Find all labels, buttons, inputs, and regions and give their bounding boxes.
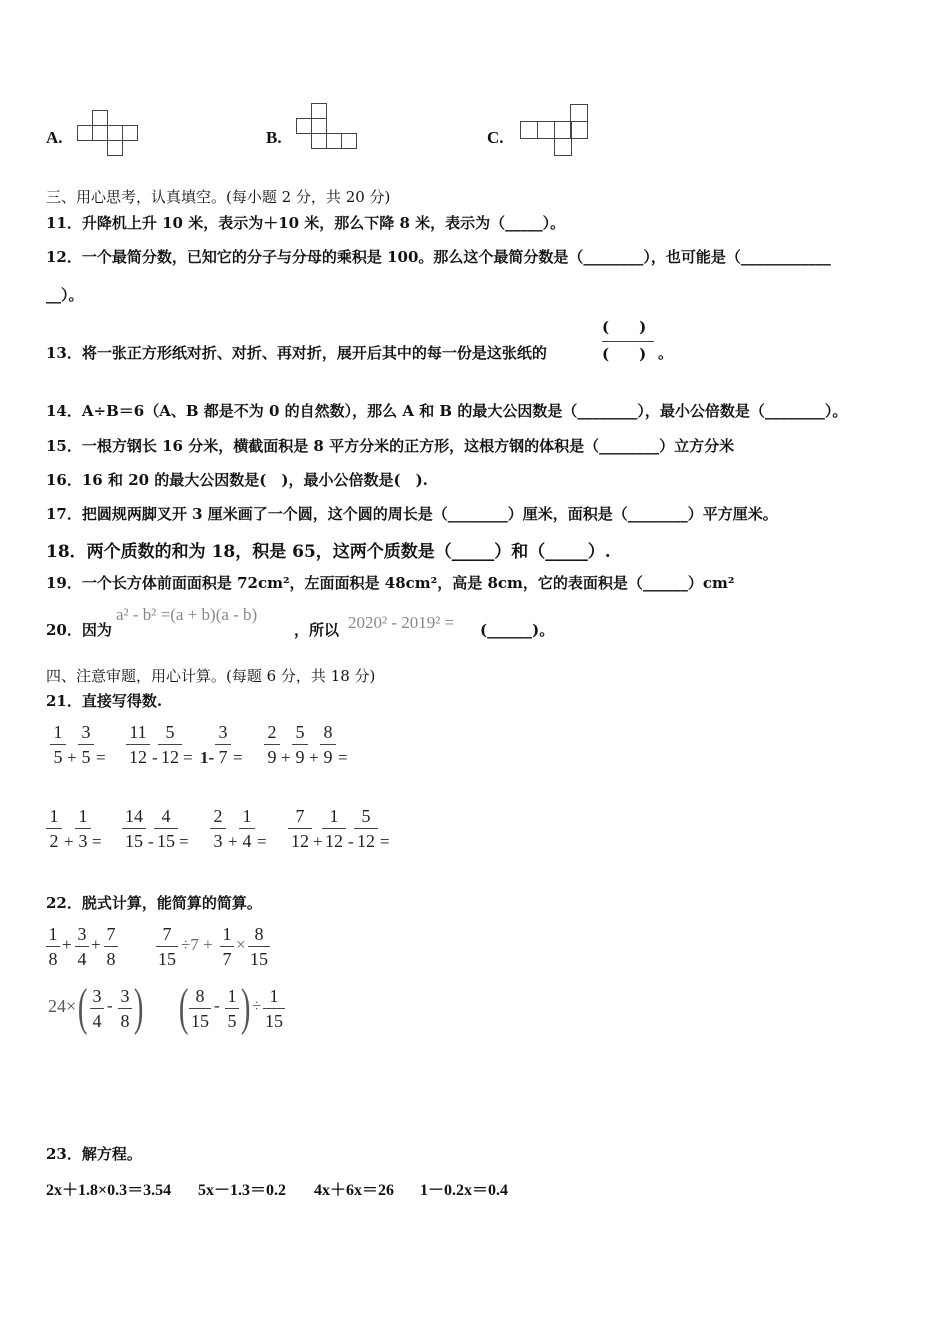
- q21-fraction: 4 15: [154, 806, 178, 851]
- question-20-prefix: 20．因为: [46, 621, 112, 639]
- q21-fraction: 5 12: [158, 722, 182, 767]
- left-paren-icon: (: [178, 979, 189, 1036]
- question-22: 22．脱式计算，能简算的简算。: [46, 894, 262, 912]
- question-20-middle: ，所以: [294, 621, 340, 639]
- equation-1: 2x＋1.8×0.3＝3.54: [46, 1182, 172, 1199]
- q22-fraction: 7 8: [104, 924, 118, 969]
- q21-fraction: 1 4: [239, 806, 255, 851]
- question-21: 21．直接写得数.: [46, 692, 163, 710]
- equals-sign: =: [96, 748, 106, 767]
- q21-fraction: 1 5: [50, 722, 66, 767]
- q21-fraction: 7 12: [288, 806, 312, 851]
- option-c-label: C.: [487, 128, 504, 147]
- equals-sign: =: [179, 832, 189, 851]
- section-3-heading: 三、用心思考，认真填空。(每小题 2 分，共 20 分): [46, 188, 391, 206]
- q22-c-prefix: 24×: [48, 996, 77, 1016]
- question-13-numerator: ( ): [602, 318, 647, 336]
- divide-sign: ÷: [252, 996, 262, 1015]
- q21-fraction: 5 9: [292, 722, 308, 767]
- equals-sign: =: [183, 748, 193, 767]
- minus-sign: -: [107, 996, 113, 1015]
- q21-fraction: 8 9: [320, 722, 336, 767]
- q22-fraction: 1 5: [225, 986, 239, 1031]
- plus-sign: +: [309, 748, 319, 767]
- question-23: 23．解方程。: [46, 1145, 142, 1163]
- plus-sign: +: [62, 935, 72, 954]
- equals-sign: =: [233, 748, 243, 767]
- plus-sign: +: [281, 748, 291, 767]
- option-b-label: B.: [266, 128, 282, 147]
- one-minus: 1-: [200, 748, 215, 767]
- q21-fraction: 14 15: [122, 806, 146, 851]
- equals-sign: =: [338, 748, 348, 767]
- equation-3: 4x＋6x＝26: [314, 1182, 395, 1199]
- question-11: 11．升降机上升 10 米，表示为＋10 米，那么下降 8 米，表示为（_____）。: [46, 214, 566, 232]
- equals-sign: =: [380, 832, 390, 851]
- q22-fraction: 7 15: [158, 924, 176, 969]
- q22-fraction: 8 15: [250, 924, 268, 969]
- option-a-label: A.: [46, 128, 63, 147]
- plus-sign: +: [67, 748, 77, 767]
- question-14: 14．A÷B＝6（A、B 都是不为 0 的自然数），那么 A 和 B 的最大公因数是（________），最小公倍数是（________）。: [46, 402, 848, 420]
- q22-fraction: 3 8: [118, 986, 132, 1031]
- q21-fraction: 1 2: [46, 806, 62, 851]
- divide-seven-plus: ÷7 +: [181, 935, 213, 954]
- equation-4: 1－0.2x＝0.4: [420, 1182, 509, 1199]
- minus-sign: -: [152, 748, 158, 767]
- q22-fraction: 8 15: [191, 986, 209, 1031]
- option-c-net-figure: [520, 104, 592, 158]
- section-4-heading: 四、注意审题，用心计算。(每题 6 分，共 18 分): [46, 667, 376, 685]
- right-paren-icon: ): [240, 979, 251, 1036]
- equals-sign: =: [92, 832, 102, 851]
- question-16: 16．16 和 20 的最大公因数是( )，最小公倍数是( ).: [46, 471, 428, 489]
- q22-fraction: 1 7: [220, 924, 234, 969]
- q21-fraction: 1 3: [75, 806, 91, 851]
- question-20-expression: 2020² - 2019² =: [348, 613, 455, 632]
- option-a-net-figure: [77, 110, 141, 158]
- right-paren-icon: ): [133, 979, 144, 1036]
- q22-fraction: 1 15: [265, 986, 283, 1031]
- equation-2: 5x－1.3＝0.2: [198, 1182, 287, 1199]
- q21-fraction: 5 12: [354, 806, 378, 851]
- option-b-net-figure: [296, 103, 360, 153]
- question-12-line-1: 12．一个最简分数，已知它的分子与分母的乘积是 100。那么这个最简分数是（________），也可能是（____________: [46, 248, 831, 266]
- question-20-formula: a² - b² =(a + b)(a - b): [116, 605, 258, 624]
- plus-sign: +: [91, 935, 101, 954]
- minus-sign: -: [214, 996, 220, 1015]
- q21-fraction: 3 7: [215, 722, 231, 767]
- question-15: 15．一根方钢长 16 分米，横截面积是 8 平方分米的正方形，这根方钢的体积是（________）立方分米: [46, 437, 735, 455]
- question-13-fraction-bar: [602, 341, 654, 342]
- question-19: 19．一个长方体前面面积是 72cm²，左面面积是 48cm²，高是 8cm，它的表面积是（______）cm²: [46, 574, 735, 592]
- q21-fraction: 3 5: [78, 722, 94, 767]
- question-12-line-2: __）。: [46, 286, 84, 304]
- question-13-end: 。: [658, 344, 674, 362]
- q22-fraction: 3 4: [75, 924, 89, 969]
- question-18: 18．两个质数的和为 18，积是 65，这两个质数是（_____）和（_____）.: [46, 542, 611, 562]
- q22-fraction: 3 4: [90, 986, 104, 1031]
- q21-fraction: 1 12: [322, 806, 346, 851]
- equals-sign: =: [257, 832, 267, 851]
- question-20-end: (______)。: [480, 621, 555, 639]
- times-sign: ×: [236, 935, 246, 954]
- q22-fraction: 1 8: [46, 924, 60, 969]
- question-13-denominator: ( ): [602, 345, 647, 363]
- minus-sign: -: [348, 832, 354, 851]
- q21-fraction: 11 12: [126, 722, 150, 767]
- question-13: 13．将一张正方形纸对折、对折、再对折，展开后其中的每一份是这张纸的: [46, 344, 547, 362]
- question-17: 17．把圆规两脚叉开 3 厘米画了一个圆，这个圆的周长是（________）厘米，面积是（________）平方厘米。: [46, 505, 778, 523]
- plus-sign: +: [228, 832, 238, 851]
- left-paren-icon: (: [77, 979, 88, 1036]
- q21-fraction: 2 9: [264, 722, 280, 767]
- plus-sign: +: [313, 832, 323, 851]
- q21-fraction: 2 3: [210, 806, 226, 851]
- plus-sign: +: [64, 832, 74, 851]
- minus-sign: -: [148, 832, 154, 851]
